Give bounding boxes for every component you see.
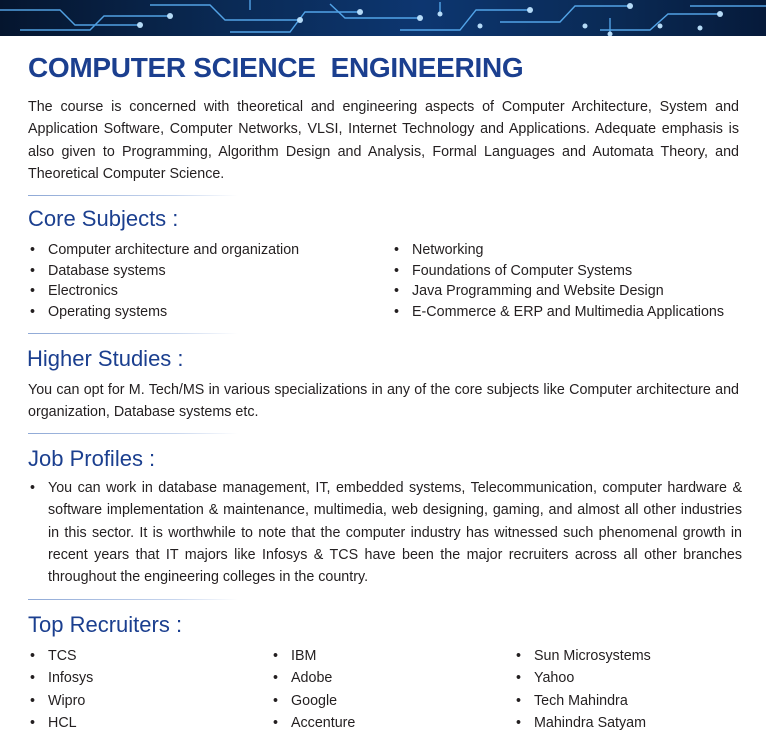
section-divider	[28, 433, 238, 434]
recruiters-list-col2	[273, 645, 355, 734]
list-item: • Google	[273, 690, 355, 712]
core-subjects-list-left	[30, 240, 299, 322]
list-item: • Accenture	[273, 712, 355, 734]
list-item: • Networking	[394, 240, 724, 261]
recruiters-list-col3	[516, 645, 651, 734]
list-item: • IBM	[273, 645, 355, 667]
list-item: • Computer architecture and organization	[30, 240, 299, 261]
higher-studies-heading: Higher Studies :	[27, 346, 184, 371]
list-item: • Mahindra Satyam	[516, 712, 651, 734]
page-title: COMPUTER SCIENCE ENGINEERING	[28, 52, 524, 83]
top-recruiters-heading: Top Recruiters :	[28, 612, 183, 637]
list-item: • Infosys	[30, 667, 93, 689]
list-item: • Sun Microsystems	[516, 645, 651, 667]
section-divider	[28, 195, 238, 196]
list-item: • HCL	[30, 712, 93, 734]
job-profiles-heading: Job Profiles :	[28, 446, 156, 471]
list-item: • Tech Mahindra	[516, 690, 651, 712]
core-subjects-list-right	[394, 240, 724, 322]
job-profiles-paragraph: You can work in database management, IT, embedded systems, Telecommunication, computer hardware & software implementation & maintenance, multimedia, web designing, gaming, and almost all other industries in this sector. It is worthwhile to note that the computer industry has witnessed such phenomenal growth in recent years that IT majors like Infosys & TCS have been the major recruiters across all other branches throughout the engineering colleges in the country.	[48, 480, 742, 586]
list-item: • Database systems	[30, 261, 299, 282]
list-item: • Operating systems	[30, 302, 299, 323]
recruiters-list-col1	[30, 645, 93, 734]
circuit-pattern-icon	[0, 0, 766, 36]
list-item: • Java Programming and Website Design	[394, 281, 724, 302]
bullet-icon: •	[30, 480, 36, 496]
core-subjects-heading: Core Subjects :	[28, 206, 179, 231]
intro-paragraph: The course is concerned with theoretical and engineering aspects of Computer Architecture, System and Application Software, Computer Networks, VLSI, Internet Technology and Applications. Adequate emphasis is also given to Programming, Algorithm Design and Analysis, Formal Languages and Automata Theory, and Theoretical Computer Science.	[28, 99, 739, 182]
list-item: • E-Commerce & ERP and Multimedia Applications	[394, 302, 724, 323]
section-divider	[28, 599, 238, 600]
list-item: • Foundations of Computer Systems	[394, 261, 724, 282]
list-item: • Wipro	[30, 690, 93, 712]
list-item: • Adobe	[273, 667, 355, 689]
list-item: • Electronics	[30, 281, 299, 302]
list-item: • TCS	[30, 645, 93, 667]
section-divider	[28, 333, 238, 334]
higher-studies-paragraph: You can opt for M. Tech/MS in various specializations in any of the core subjects like Computer architecture and organization, Database systems etc.	[28, 382, 739, 421]
circuit-banner	[0, 0, 766, 36]
list-item: • Yahoo	[516, 667, 651, 689]
